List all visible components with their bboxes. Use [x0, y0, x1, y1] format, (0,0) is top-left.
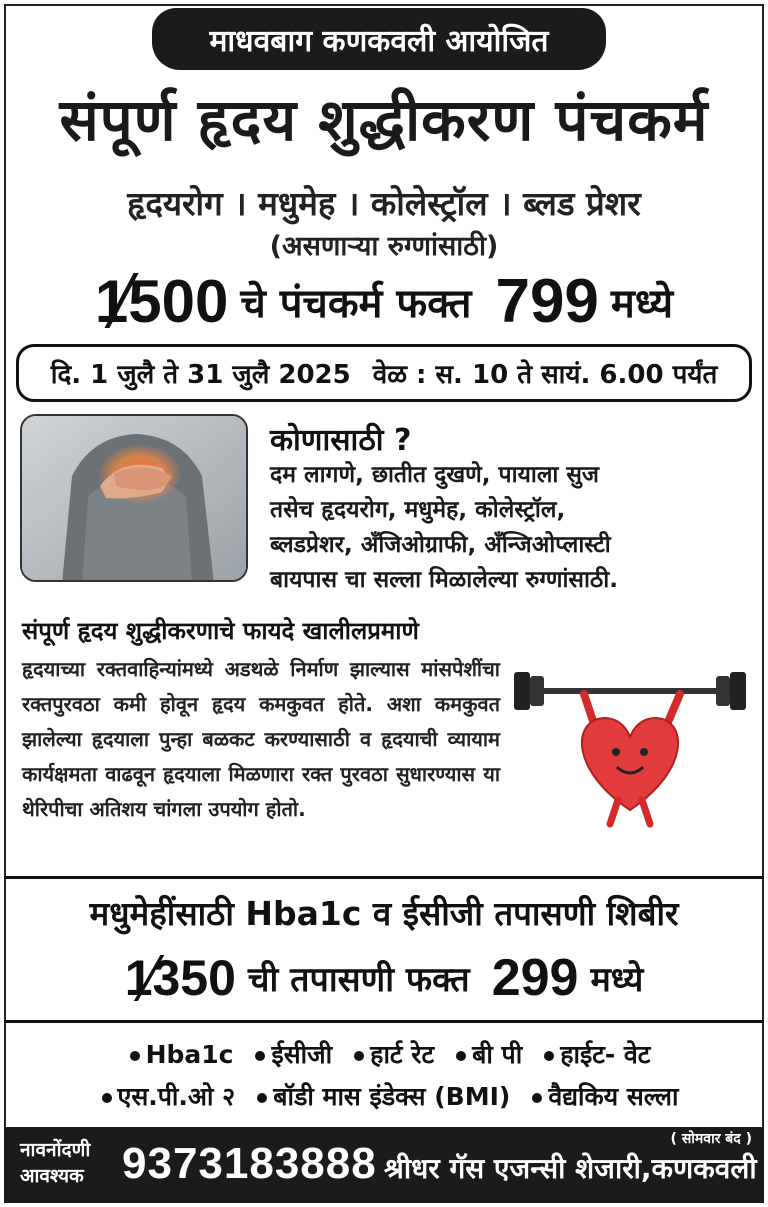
- test-item: एस.पी.ओ २: [102, 1076, 236, 1118]
- who-line: दम लागणे, छातीत दुखणे, पायाला सुज: [270, 462, 600, 488]
- date-time-bar: [16, 344, 752, 402]
- new-price: 799: [495, 266, 599, 336]
- old-test-price: 1350: [124, 950, 236, 1006]
- bullet-icon: [130, 1051, 140, 1061]
- section-divider: [4, 1020, 764, 1023]
- new-test-price: 299: [491, 949, 579, 1007]
- main-title: संपूर्ण हृदय शुद्धीकरण पंचकर्म: [59, 86, 709, 154]
- benefits-title: संपूर्ण हृदय शुद्धीकरणाचे फायदे खालीलप्रमाणे: [22, 617, 419, 645]
- bullet-icon: [532, 1093, 542, 1103]
- test-item: हार्ट रेट: [354, 1034, 434, 1076]
- conditions-list: हृदयरोग । मधुमेह । कोलेस्ट्रॉल । ब्लड प्रेशर: [127, 184, 641, 223]
- test-item: Hba1c: [130, 1034, 234, 1076]
- phone-number[interactable]: 9373183888: [122, 1139, 377, 1188]
- tests-row: [30, 1034, 750, 1076]
- chest-pain-photo: [20, 414, 248, 582]
- who-title: कोणासाठी ?: [270, 423, 412, 458]
- test-offer: [0, 946, 768, 1010]
- test-offer-text: ची तपासणी फक्त: [247, 960, 470, 1000]
- test-item: हाईट- वेट: [544, 1034, 650, 1076]
- old-price: 1500: [94, 267, 229, 335]
- for-patients-note: (असणाऱ्या रुग्णांसाठी): [269, 231, 499, 262]
- closed-day-note: ( सोमवार बंद ): [670, 1131, 752, 1147]
- bullet-icon: [255, 1051, 265, 1061]
- address: श्रीधर गॅस एजन्सी शेजारी,कणकवली: [384, 1152, 757, 1185]
- who-description: [270, 458, 760, 598]
- registration-note: नावनोंदणी आवश्यक: [20, 1139, 91, 1187]
- camp-title: मधुमेहींसाठी Hba1c व ईसीजी तपासणी शिबीर: [89, 894, 679, 933]
- bullet-icon: [354, 1051, 364, 1061]
- test-item: बी पी: [456, 1034, 522, 1076]
- who-line: बायपास चा सल्ला मिळालेल्या रुग्णांसाठी.: [270, 567, 618, 593]
- heart-lifting-barbell-illustration: [510, 660, 750, 830]
- section-divider: [4, 876, 764, 879]
- bullet-icon: [544, 1051, 554, 1061]
- panchakarma-offer: [0, 266, 768, 336]
- organizer-banner: माधवबाग कणकवली आयोजित: [152, 8, 606, 70]
- test-offer-suffix: मध्ये: [590, 960, 644, 1000]
- offer-suffix: मध्ये: [610, 280, 674, 327]
- date-range: दि. 1 जुलै ते 31 जुलै 2025: [50, 360, 351, 390]
- test-item: ईसीजी: [255, 1034, 332, 1076]
- bullet-icon: [456, 1051, 466, 1061]
- contact-footer: [4, 1127, 764, 1203]
- benefits-paragraph: हृदयाच्या रक्तवाहिन्यांमध्ये अडथळे निर्माण झाल्यास मांसपेशींचा रक्तपुरवठा कमी होवून हृदय कमकुवत होते. अशा कमकुवत झालेल्या हृदयाला पुन्हा बळकट करण्यासाठी व हृदयाची व्यायाम कार्यक्षमता वाढवून हृदयाला मिळणारा रक्त पुरवठा सुधारण्यास या थेरिपीचा अतिशय चांगला उपयोग होतो.: [22, 657, 500, 821]
- bullet-icon: [257, 1093, 267, 1103]
- who-line: ब्लडप्रेशर, अँजिओग्राफी, अँन्जिओप्लास्टी: [270, 532, 611, 558]
- who-line: तसेच हृदयरोग, मधुमेह, कोलेस्ट्रॉल,: [270, 497, 566, 523]
- offer-text: चे पंचकर्म फक्त: [240, 280, 472, 327]
- bullet-icon: [102, 1093, 112, 1103]
- tests-list: [30, 1034, 750, 1118]
- tests-row: [30, 1076, 750, 1118]
- time-range: वेळ : स. 10 ते सायं. 6.00 पर्यंत: [372, 360, 718, 390]
- test-item: बॉडी मास इंडेक्स (BMI): [257, 1076, 510, 1118]
- test-item: वैद्यकिय सल्ला: [532, 1076, 678, 1118]
